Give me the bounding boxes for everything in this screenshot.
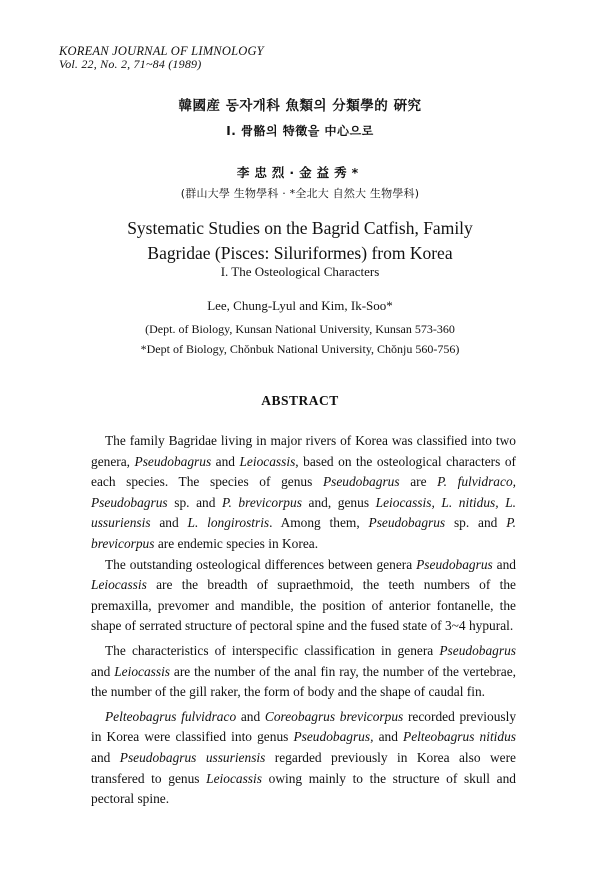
english-affiliation-line-1: (Dept. of Biology, Kunsan National University, Kunsan 573-360 — [145, 322, 455, 336]
english-title-line-2: Bagridae (Pisces: Siluriformes) from Korea — [147, 243, 453, 263]
text-segment: and — [91, 663, 115, 679]
taxon-name: Pelteobagrus nitidus — [403, 729, 516, 745]
text-segment: recorded previously in Korea were classified into genus — [91, 708, 517, 745]
text-segment: . Among them, — [269, 515, 369, 531]
text-segment: and — [91, 749, 120, 765]
text-segment: and — [236, 708, 265, 724]
text-segment: are endemic species in Korea. — [154, 535, 319, 551]
korean-affiliation: (群山大學 生物學科 · *全北大 自然大 生物學科) — [180, 187, 420, 200]
text-segment: sp. and — [445, 515, 507, 531]
english-affiliation-line-2: *Dept of Biology, Chŏnbuk National University, Chŏnju 560-756) — [140, 342, 460, 356]
abstract-paragraph-1 — [91, 431, 516, 555]
taxon-name: L. longirostris — [187, 515, 270, 531]
journal-header — [59, 45, 264, 71]
taxon-name: P. brevicorpus — [91, 515, 517, 551]
taxon-name: Leiocassis — [239, 453, 296, 469]
text-segment: and — [150, 515, 188, 531]
korean-authors: 李忠烈·金益秀* — [236, 165, 364, 180]
taxon-name: Pseudobagrus — [439, 642, 516, 658]
taxon-name: Pseudobagrus — [322, 474, 400, 490]
text-segment: The family Bagridae living in major rivers of Korea was classified into two genera, — [91, 433, 516, 469]
taxon-name: Pseudobagrus ussuriensis — [119, 749, 266, 765]
text-segment: sp. and — [167, 494, 223, 510]
abstract-heading: ABSTRACT — [261, 393, 339, 408]
korean-subtitle: I. 骨骼의 特徵을 中心으로 — [226, 124, 374, 138]
text-segment: The characteristics of interspecific classification in genera — [105, 642, 440, 658]
text-segment: The outstanding osteological differences between genera — [105, 556, 417, 572]
abstract-paragraph-3 — [91, 641, 516, 703]
taxon-name: Leiocassis — [206, 770, 262, 786]
taxon-name: Pseudobagrus — [368, 515, 446, 531]
english-title — [0, 216, 600, 266]
taxon-name: Leiocassis — [91, 577, 147, 593]
journal-name: KOREAN JOURNAL OF LIMNOLOGY — [59, 44, 264, 58]
english-authors: Lee, Chung-Lyul and Kim, Ik-Soo* — [207, 298, 393, 313]
text-segment: and — [211, 453, 240, 469]
text-segment: owing mainly to the structure of skull and pectoral spine. — [91, 770, 517, 807]
english-title-line-1: Systematic Studies on the Bagrid Catfish, Family — [127, 218, 473, 238]
text-segment: and — [373, 729, 404, 745]
text-segment: are the breadth of supraethmoid, the teeth numbers of the premaxilla, prevomer and mandible, the position of anterior fontanelle, the shape of serrated structure of pectoral spine and the fused state of 3~4 hypural. — [91, 577, 516, 634]
english-subtitle: I. The Osteological Characters — [220, 264, 380, 279]
abstract-body — [91, 431, 516, 810]
text-segment: regarded previously in Korea also were transfered to genus — [91, 749, 516, 786]
text-segment: and — [492, 556, 516, 572]
taxon-name: Pseudobagrus — [416, 556, 493, 572]
english-affiliation — [0, 319, 600, 359]
abstract-paragraph-4 — [91, 707, 516, 810]
abstract-paragraph-2 — [91, 555, 516, 637]
korean-title: 韓國産 동자개科 魚類의 分類學的 硏究 — [178, 98, 422, 114]
taxon-name: Pseudobagrus — [134, 453, 212, 469]
text-segment: , based on the osteological characters of each species. The species of genus — [91, 453, 516, 490]
taxon-name: Pseudobagrus, — [293, 729, 374, 745]
text-segment: are — [399, 474, 438, 490]
text-segment: and, genus — [301, 494, 376, 510]
taxon-name: Coreobagrus brevicorpus — [264, 708, 404, 724]
taxon-name: P. brevicorpus — [222, 494, 302, 510]
taxon-name: Pelteobagrus fulvidraco — [105, 708, 237, 724]
taxon-name: P. fulvidraco, Pseudobagrus — [91, 474, 516, 510]
taxon-name: Leiocassis, L. nitidus, L. ussuriensis — [91, 494, 516, 531]
journal-volume: Vol. 22, No. 2, 71~84 (1989) — [59, 57, 202, 71]
taxon-name: Leiocassis — [114, 663, 171, 679]
text-segment: are the number of the anal fin ray, the number of the vertebrae, the number of the gill raker, the form of body and the shape of caudal fin. — [91, 663, 516, 700]
